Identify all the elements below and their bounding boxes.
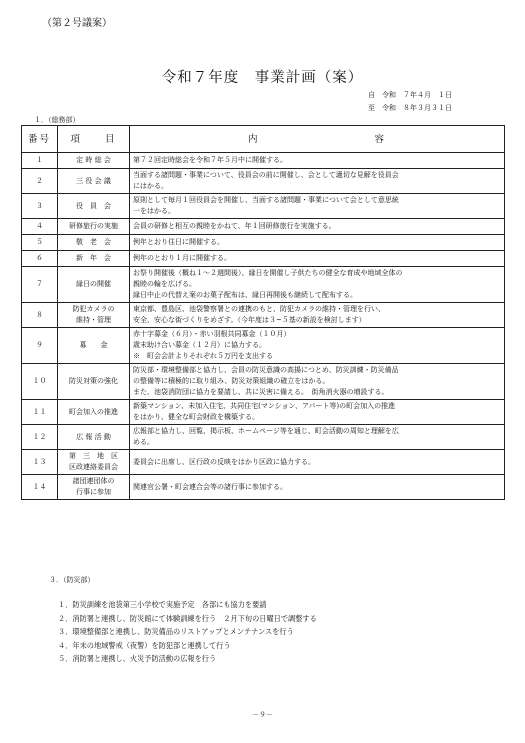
content-line: 親睦の輪を広げる。 (133, 280, 196, 288)
content-line: をはかり、健全な町会財政を構築する。 (133, 413, 259, 421)
row-number: ２ (22, 169, 58, 194)
table-body (22, 153, 505, 500)
item-line: 三 役 会 議 (76, 176, 111, 185)
content-line: 防災部・環境整備部と協力し、会員の防災意識の高揚につとめ、防災訓練・防災備品 (133, 366, 399, 374)
period-from: 自 令和 ７年４月 １日 (368, 91, 452, 99)
item-line: 新 年 会 (76, 254, 111, 262)
item-line: 町会加入の推進 (69, 407, 118, 416)
table-header-row (22, 126, 505, 153)
section-heading-disaster-prevention: ３．（防災部） (49, 576, 95, 584)
content-line: 会員の研修と相互の親睦をかねて、年１回研修旅行を実施する。 (133, 222, 336, 230)
list-item: ４．年末の地域警戒（夜警）を防犯部と連携して行う (58, 640, 231, 650)
table-row (22, 194, 505, 219)
row-number: ９ (22, 328, 58, 364)
table-row (22, 251, 505, 267)
row-number: １２ (22, 425, 58, 450)
row-content (130, 251, 505, 267)
row-number: １３ (22, 450, 58, 475)
item-line: 防犯カメラの (72, 305, 115, 313)
row-item (58, 194, 130, 219)
list-item: ３．環境整備部と連携し、防災備品のリストアップとメンテナンスを行う (58, 627, 294, 636)
row-content (130, 328, 505, 364)
row-number: ７ (22, 267, 58, 303)
item-line: 区政連絡委員会 (69, 463, 118, 471)
row-content (130, 475, 505, 500)
business-plan-table (21, 125, 505, 500)
content-line: 例年のとおり１月に開催する。 (133, 254, 231, 262)
row-item (58, 328, 130, 364)
period-to: 至 令和 ８年３月３１日 (368, 104, 452, 112)
table-row (22, 364, 505, 400)
item-line: 縁日の開催 (76, 280, 111, 288)
section-heading-general-affairs: １．（総務部） (34, 116, 80, 124)
page-number: －９－ (252, 711, 273, 719)
row-content (130, 267, 505, 303)
row-item (58, 475, 130, 500)
list-item: ５．消防署と連携し、火災予防活動の広報を行う (58, 654, 217, 663)
row-content (130, 364, 505, 400)
table-row (22, 328, 505, 364)
row-number: １１ (22, 400, 58, 425)
row-item (58, 153, 130, 169)
fiscal-period (368, 89, 452, 115)
content-line: 赤十字募金（６月）・赤い羽根共同募金（１０月） (133, 330, 291, 338)
row-item (58, 235, 130, 251)
content-line: める。 (133, 438, 154, 446)
table-row (22, 153, 505, 169)
row-content (130, 400, 505, 425)
content-line: ※ 町会会計よりそれぞれ５万円を支出する (133, 352, 273, 360)
disaster-prevention-list (58, 598, 317, 666)
table-row (22, 303, 505, 328)
content-line: 東京都、豊島区、池袋警察署との連携のもと、防犯カメラの維持・管理を行い、 (133, 305, 385, 313)
content-line: の整備等に積極的に取り組み、防災対策組織の確立をはかる。 (133, 377, 330, 385)
content-line: お祭り開催後（概ね１～２週間後）、縁日を開催し子供たちの健全な育成や地域全体の (133, 269, 403, 277)
header-content: 内 容 (130, 126, 505, 153)
agenda-label: （第２号議案） (42, 18, 112, 29)
row-number: ８ (22, 303, 58, 328)
row-item (58, 169, 130, 194)
row-item (58, 251, 130, 267)
row-item (58, 267, 130, 303)
table-row (22, 219, 505, 235)
item-line: 行事に参加 (76, 488, 111, 496)
content-line: 安全、安心な街づくりをめざす。（今年度は３~５基の新設を検討します） (133, 316, 366, 324)
row-item (58, 364, 130, 400)
header-item: 項 目 (58, 126, 130, 153)
list-item: １．防災訓練を池袋第三小学校で実施予定 各部にも協力を要請 (58, 600, 267, 609)
content-line: 縁日中止の代替え案のお菓子配布は、縁日再開後も継続して配布する。 (133, 291, 357, 299)
content-line: 歳末助け合い募金（１２月）に協力する。 (133, 341, 266, 349)
row-content (130, 153, 505, 169)
item-line: 広 報 活 動 (76, 432, 111, 441)
row-content (130, 235, 505, 251)
table-row (22, 475, 505, 500)
item-line: 研修旅行の実施 (69, 222, 118, 230)
content-line: 広報部と協力し、回覧、掲示板、ホームページ等を通じ、町会活動の周知と理解を広 (133, 427, 399, 435)
table-row (22, 267, 505, 303)
item-line: 敬 老 会 (76, 238, 111, 246)
list-item: ２．消防署と連携し、防災館にて体験訓練を行う ２月下旬の日曜日で調整する (58, 613, 317, 623)
row-content (130, 219, 505, 235)
item-line: 募 金 (79, 341, 108, 349)
content-line: 例年とおり住日に開催する。 (133, 238, 224, 246)
content-line: 関連官公署・町会連合会等の諸行事に参加する。 (133, 482, 287, 491)
row-number: １ (22, 153, 58, 169)
row-content (130, 169, 505, 194)
row-number: ６ (22, 251, 58, 267)
item-line: 定 時 総 会 (76, 156, 111, 164)
content-line: 委員会に出席し、区行政の反映をはかり区政に協力する。 (133, 457, 315, 466)
row-content (130, 450, 505, 475)
table-row (22, 235, 505, 251)
item-line: 役 員 会 (76, 201, 111, 210)
row-number: ５ (22, 235, 58, 251)
row-item (58, 219, 130, 235)
table-row (22, 425, 505, 450)
table-row (22, 169, 505, 194)
table-row (22, 450, 505, 475)
content-line: にはかる。 (133, 182, 168, 190)
content-line: 新築マンション、未加入住宅、共同住宅(マンション、アパート等)の町会加入の推進 (133, 402, 396, 410)
row-number: １０ (22, 364, 58, 400)
row-content (130, 425, 505, 450)
item-line: 諸団連団体の (72, 477, 115, 485)
row-content (130, 303, 505, 328)
row-content (130, 194, 505, 219)
content-line: 第７２回定時総会を令和７年５月中に開催する。 (133, 156, 287, 164)
row-number: １４ (22, 475, 58, 500)
page-title: 令和７年度 事業計画（案） (161, 70, 364, 86)
row-number: ４ (22, 219, 58, 235)
content-line: また、池袋消防団に協力を要請し、共に災害に備える。 街角消火器の増設する。 (133, 388, 389, 396)
content-line: 一をはかる。 (133, 207, 175, 215)
table-row (22, 400, 505, 425)
content-line: 原則として毎月１回役員会を開催し、当面する諸問題・事業について会として意思統 (133, 196, 399, 204)
row-item (58, 425, 130, 450)
row-number: ３ (22, 194, 58, 219)
row-item (58, 400, 130, 425)
content-line: 当面する諸問題・事業について、役員会の前に開催し、会として適切な見解を役員会 (133, 171, 399, 179)
row-item (58, 450, 130, 475)
item-line: 防災対策の強化 (69, 377, 118, 385)
item-line: 第 三 地 区 (69, 452, 118, 460)
item-line: 維持・管理 (76, 316, 111, 324)
header-number: 番号 (22, 126, 58, 153)
row-item (58, 303, 130, 328)
